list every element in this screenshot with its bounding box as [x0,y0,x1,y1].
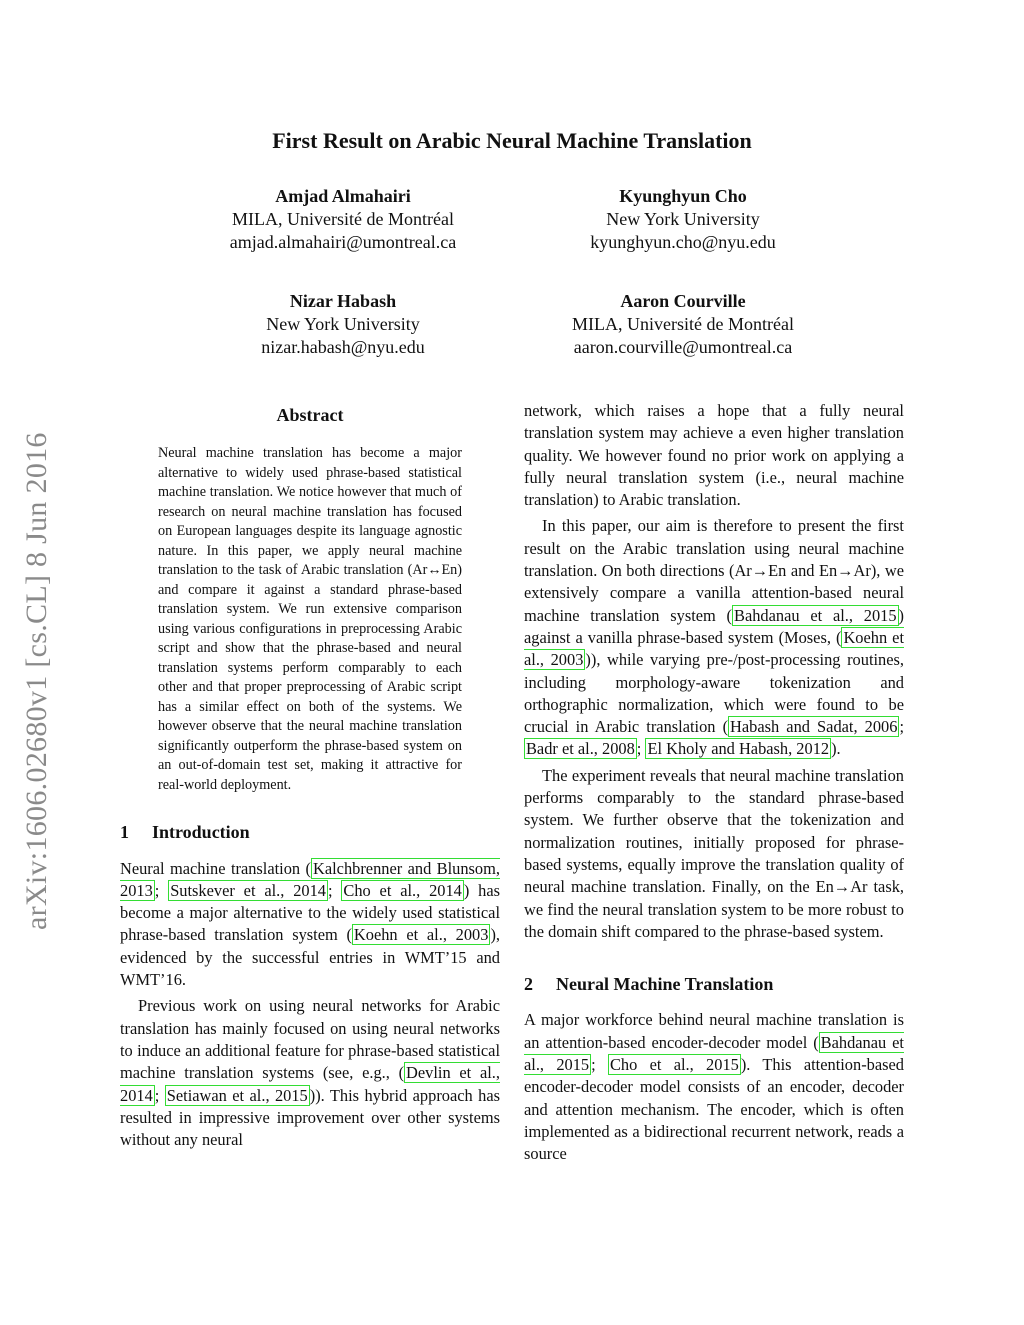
author-name: Kyunghyun Cho [619,186,747,206]
text-run: In this paper, our aim is therefore to present the first result on the Arabic translation using neural machine translation. On both directions (Ar→En and En→Ar), we extensively compare a vanilla attention-based neural machine translation system ( [524,516,904,625]
section-number: 2 [524,974,533,995]
citation-link[interactable]: Koehn et al., 2003 [353,925,489,945]
text-run: A major workforce behind neural machine translation is an attention-based encoder-decoder model ( [524,1010,904,1052]
citation-link[interactable]: Badr et al., 2008 [526,739,635,759]
text-run: ; [154,880,169,900]
section-heading [120,821,500,843]
text-run: ; [591,1055,608,1075]
text-run: ). This attention-based encoder-decoder model consists of an encoder, decoder and attention mechanism. The encoder, which is often implemented as a bidirectional recurrent network, reads a source [524,1055,904,1164]
left-column [120,400,500,1151]
body-paragraph: The experiment reveals that neural machine translation performs comparably to the standard phrase-based system. We further observe that the tokenization and normalization routines, initially proposed for phrase-based systems, equally improve the translation quality of neural machine translation. Finally, on the En→Ar task, we find the neural translation system to be more robust to the domain shift compared to the phrase-based system. [524,765,904,941]
text-run: ) against a vanilla phrase-based system (Moses, ( [524,605,904,647]
abstract-text: Neural machine translation has become a major alternative to widely used phrase-based statistical machine translation. We notice however that much of research on neural machine translation has focused on European languages despite its language agnostic nature. In this paper, we apply neural machine translation to the task of Arabic translation (Ar↔En) and compare it against a standard phrase-based translation system. We run extensive comparison using various configurations in preprocessing Arabic script and show that the phrase-based and neural translation systems perform comparably to each other and that proper preprocessing of Arabic script has a similar effect on both of the systems. We however observe that the neural machine translation significantly outperform the phrase-based system on an out-of-domain test set, making it attractive for real-world deployment. [158,445,462,793]
citation-link[interactable]: Cho et al., 2015 [609,1055,739,1075]
citation-link[interactable]: Habash and Sadat, 2006 [730,717,898,737]
citation-link[interactable]: Sutskever et al., 2014 [170,880,326,900]
arxiv-stamp: arXiv:1606.02680v1 [cs.CL] 8 Jun 2016 [20,432,53,930]
citation-link[interactable]: Bahdanau et al., 2015 [734,605,897,625]
author-affiliation: MILA, Université de Montréal [572,314,794,334]
body-paragraph [524,515,904,760]
citation-link[interactable]: Setiawan et al., 2015 [166,1085,308,1105]
abstract-heading: Abstract [276,405,344,425]
text-run: Previous work on using neural networks for Arabic translation has mainly focused on using neural networks to induce an additional feature for phrase-based statistical machine translation systems (see, e.g., ( [120,996,500,1083]
text-run: ; [154,1085,165,1105]
citation-link[interactable]: Bahdanau et al., 2015 [524,1032,904,1075]
citation-link[interactable]: Koehn et al., 2003 [524,627,905,670]
intro-paragraph [120,995,500,1151]
text-run: Neural machine translation ( [120,858,311,878]
author-block [518,185,848,254]
text-run: ; [899,717,904,737]
text-run: )). This hybrid approach has resulted in impressive improvement over other systems without any neural [120,1085,500,1150]
text-run: ), evidenced by the successful entries in WMT’15 and WMT’16. [120,925,500,990]
author-email: kyunghyun.cho@nyu.edu [590,232,776,252]
body-paragraph: network, which raises a hope that a fully neural translation system may achieve a even higher translation quality. We however found no prior work on applying a fully neural translation system (i.e., neural machine translation) to Arabic translation. [524,401,904,510]
author-affiliation: MILA, Université de Montréal [232,209,454,229]
citation-link[interactable]: Devlin et al., 2014 [120,1063,500,1105]
citation-link[interactable]: Cho et al., 2014 [343,880,462,900]
section-number: 1 [120,822,129,843]
text-run: ). [831,739,841,759]
section-title: Introduction [152,822,250,843]
author-email: amjad.almahairi@umontreal.ca [229,232,457,252]
text-run: ) has become a major alternative to the widely used statistical phrase-based translation system ( [120,880,501,945]
text-run: ; [636,739,646,759]
author-affiliation: New York University [266,314,420,334]
author-email: nizar.habash@nyu.edu [261,337,425,357]
intro-paragraph [120,858,500,992]
text-run: )), while varying pre-/post-processing routines, including morphology-aware tokenization and orthographic normalization, which were found to be crucial in Arabic translation ( [524,650,904,737]
author-affiliation: New York University [606,209,760,229]
body-paragraph [524,1009,904,1165]
citation-link[interactable]: Kalchbrenner and Blunsom, 2013 [120,858,500,900]
author-name: Aaron Courville [620,291,746,311]
author-email: aaron.courville@umontreal.ca [573,337,793,357]
section-title: Neural Machine Translation [556,974,774,995]
paper-title: First Result on Arabic Neural Machine Translation [272,128,752,153]
author-block [178,185,508,254]
section-heading [524,973,904,995]
author-name: Amjad Almahairi [275,186,411,206]
text-run: ; [327,880,342,900]
author-block [518,290,848,359]
citation-link[interactable]: El Kholy and Habash, 2012 [647,739,830,759]
author-block [178,290,508,359]
right-column [524,400,904,1166]
author-name: Nizar Habash [289,291,397,311]
